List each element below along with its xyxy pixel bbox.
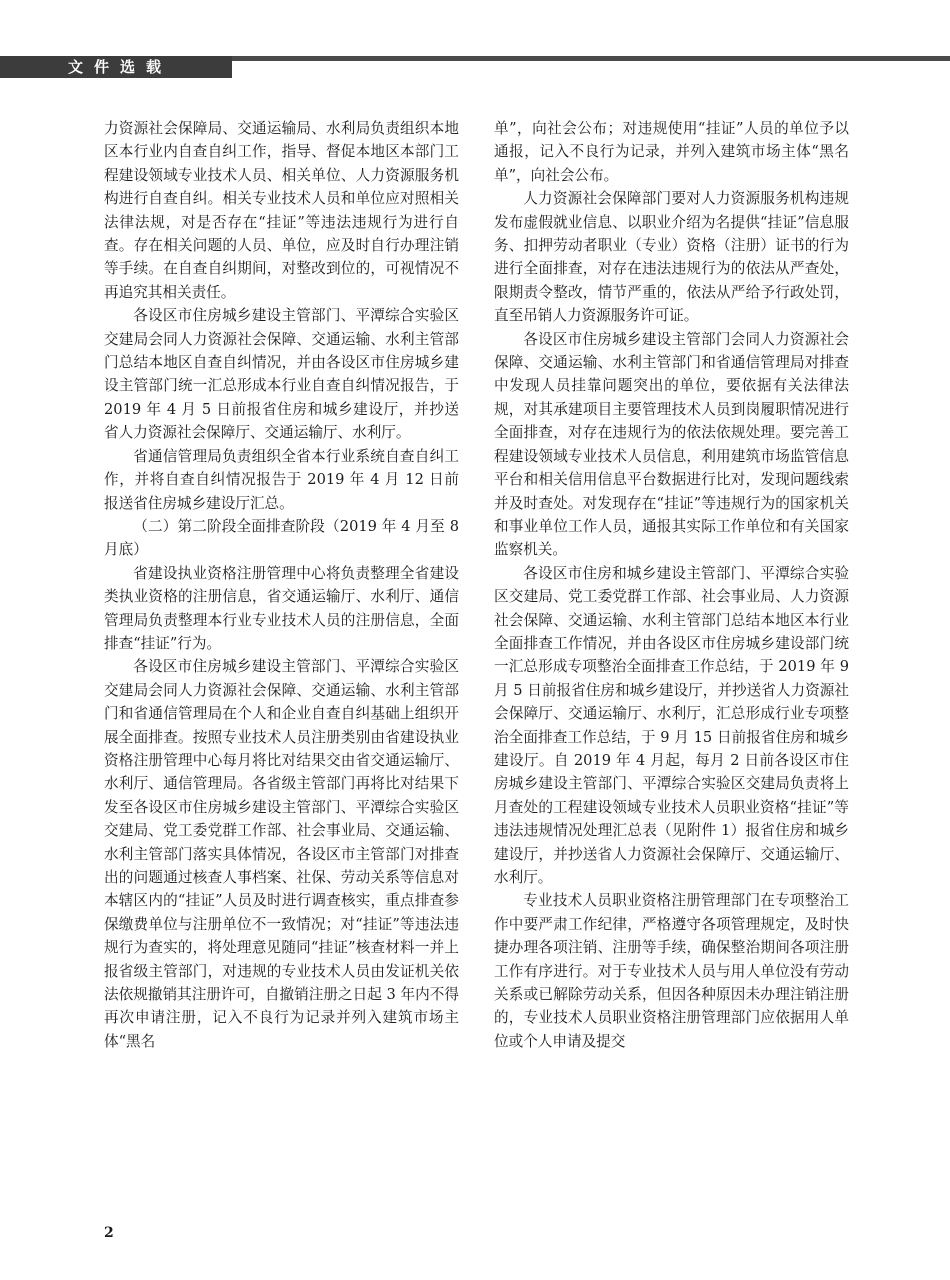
paragraph: 各设区市住房城乡建设主管部门、平潭综合实验区交建局会同人力资源社会保障、交通运输、水利主管部门总结本地区自查自纠情况，并由各设区市住房城乡建设主管部门统一汇总形成本行业自查自纠情况报告，于 2019 年 4 月 5 日前报省住房和城乡建设厅，并抄送省人力资源社会保障厅、交通运输厅、水利厅。 bbox=[104, 307, 459, 442]
paragraph: 人力资源社会保障部门要对人力资源服务机构违规发布虚假就业信息、以职业介绍为名提供“挂证”信息服务、扣押劳动者职业（专业）资格（注册）证书的行为进行全面排查，对存在违法违规行为的依法从严查处，限期责令整改，情节严重的，依法从严给予行政处罚，直至吊销人力资源服务许可证。 bbox=[494, 190, 849, 325]
paragraph: 专业技术人员职业资格注册管理部门在专项整治工作中要严肃工作纪律，严格遵守各项管理规定，及时快捷办理各项注销、注册等手续，确保整治期间各项注册工作有序进行。对于专业技术人员与用人单位没有劳动关系或已解除劳动关系，但因各种原因未办理注销注册的，专业技术人员职业资格注册管理部门应依据用人单位或个人申请及提交 bbox=[494, 892, 849, 1050]
paragraph: 各设区市住房城乡建设主管部门、平潭综合实验区交建局会同人力资源社会保障、交通运输、水利主管部门和省通信管理局在个人和企业自查自纠基础上组织开展全面排查。按照专业技术人员注册类别由省建设执业资格注册管理中心每月将比对结果交由省交通运输厅、水利厅、通信管理局。各省级主管部门再将比对结果下发至各设区市住房城乡建设主管部门、平潭综合实验区交建局、党工委党群工作部、社会事业局、交通运输、水利主管部门落实具体情况，各设区市主管部门对排查出的问题通过核查人事档案、社保、劳动关系等信息对本辖区内的“挂证”人员及时进行调查核实，重点排查参保缴费单位与注册单位不一致情况；对“挂证”等违法违规行为查实的，将处理意见随同“挂证”核查材料一并上报省级主管部门，对违规的专业技术人员由发证机关依法依规撤销其注册许可，自撤销注册之日起 3 年内不得再次申请注册，记入不良行为记录并列入建筑市场主体“黑名 bbox=[104, 658, 459, 1050]
paragraph: 单”，向社会公布；对违规使用“挂证”人员的单位予以通报，记入不良行为记录，并列入建筑市场主体“黑名单”，向社会公布。 bbox=[494, 120, 849, 184]
section-heading: （二）第二阶段全面排查阶段（2019 年 4 月至 8 月底） bbox=[104, 517, 459, 559]
section-title: 文件选载 bbox=[68, 58, 173, 76]
right-column bbox=[494, 117, 849, 1053]
paragraph: 力资源社会保障局、交通运输局、水利局负责组织本地区本行业内自查自纠工作，指导、督促本地区本部门工程建设领域专业技术人员、相关单位、人力资源服务机构进行自查自纠。相关专业技术人员和单位应对照相关法律法规，对是否存在“挂证”等违法违规行为进行自查。存在相关问题的人员、单位，应及时自行办理注销等手续。在自查自纠期间，对整改到位的，可视情况不再追究其相关责任。 bbox=[104, 120, 459, 301]
paragraph: 省通信管理局负责组织全省本行业系统自查自纠工作，并将自查自纠情况报告于 2019 年 4 月 12 日前报送省住房城乡建设厅汇总。 bbox=[104, 447, 459, 512]
paragraph: 省建设执业资格注册管理中心将负责整理全省建设类执业资格的注册信息，省交通运输厅、水利厅、通信管理局负责整理本行业专业技术人员的注册信息，全面排查“挂证”行为。 bbox=[104, 564, 459, 652]
page-number: 2 bbox=[104, 1225, 114, 1241]
paragraph: 各设区市住房和城乡建设主管部门、平潭综合实验区交建局、党工委党群工作部、社会事业局、人力资源社会保障、交通运输、水利主管部门总结本地区本行业全面排查工作情况，并由各设区市住房城乡建设部门统一汇总形成专项整治全面排查工作总结，于 2019 年 9 月 5 日前报省住房和城乡建设厅，并抄送省人力资源社会保障厅、交通运输厅、水利厅，汇总形成行业专项整治全面排查工作总结，于 9 月 15 日前报省住房和城乡建设厅。自 2019 年 4 月起，每月 2 日前各设区市住房城乡建设主管部门、平潭综合实验区交建局负责将上月查处的工程建设领域专业技术人员职业资格“挂证”等违法违规情况处理汇总表（见附件 1）报省住房和城乡建设厅，并抄送省人力资源社会保障厅、交通运输厅、水利厅。 bbox=[494, 564, 849, 886]
header-rule bbox=[232, 56, 950, 61]
paragraph: 各设区市住房城乡建设主管部门会同人力资源社会保障、交通运输、水利主管部门和省通信管理局对排查中发现人员挂靠问题突出的单位，要依据有关法律法规，对其承建项目主要管理技术人员到岗履职情况进行全面排查，对存在违规行为的依法依规处理。要完善工程建设领域专业技术人员信息，利用建筑市场监管信息平台和相关信用信息平台数据进行比对，发现问题线索并及时查处。对发现存在“挂证”等违规行为的国家机关和事业单位工作人员，通报其实际工作单位和有关国家监察机关。 bbox=[494, 330, 849, 559]
left-column bbox=[104, 117, 459, 1053]
